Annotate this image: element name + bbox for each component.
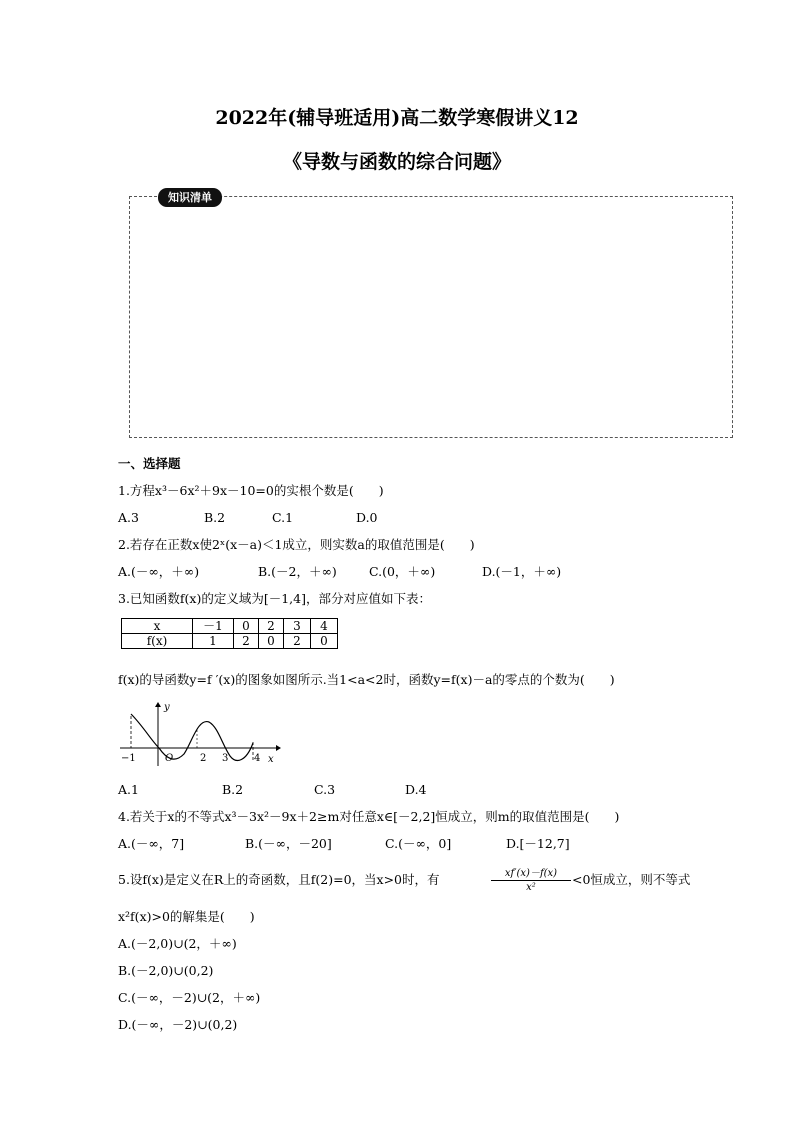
q1-option-a: A.3	[118, 510, 139, 525]
y-label: y	[164, 702, 170, 713]
q3-option-c: C.3	[314, 782, 336, 797]
q2-option-d: D.(－1，＋∞)	[482, 564, 562, 579]
table-cell: x	[122, 619, 193, 634]
q3-option-d: D.4	[405, 782, 427, 797]
q5-option-b: B.(－2,0)∪(0,2)	[118, 963, 214, 978]
knowledge-tag: 知识清单	[158, 188, 222, 207]
q4-option-d: D.[－12,7]	[506, 836, 570, 851]
q1-option-d: D.0	[356, 510, 378, 525]
table-row	[122, 634, 338, 649]
question-3-stem-2: f(x)的导函数y=f ′(x)的图象如图所示.当1<a<2时，函数y=f(x)－a的零点的个数为( )	[118, 672, 615, 687]
table-row	[122, 619, 338, 634]
q5-option-a: A.(－2,0)∪(2，＋∞)	[118, 936, 237, 951]
tick-label-4: 4	[254, 753, 261, 764]
question-5-stem-b: <0恒成立，则不等式	[572, 872, 691, 887]
q1-option-c: C.1	[272, 510, 294, 525]
table-cell: 2	[259, 619, 284, 634]
x-label: x	[268, 754, 274, 765]
knowledge-box	[129, 196, 733, 438]
page-title: 2022年(辅导班适用)高二数学寒假讲义12	[215, 107, 579, 129]
q3-option-b: B.2	[222, 782, 244, 797]
table-cell: 0	[311, 634, 338, 649]
curve	[131, 714, 253, 760]
section-heading: 一、选择题	[118, 456, 181, 471]
q2-option-c: C.(0，＋∞)	[369, 564, 436, 579]
derivative-graph	[118, 700, 283, 770]
page-subtitle: 《导数与函数的综合问题》	[282, 151, 511, 173]
table-cell: 3	[284, 619, 311, 634]
table-cell: 0	[234, 619, 259, 634]
fraction	[491, 864, 571, 893]
table-cell: 2	[284, 634, 311, 649]
fraction-numerator: xf′(x)－f(x)	[491, 864, 571, 881]
fraction-denominator: x²	[526, 882, 536, 893]
question-5-stem-a: 5.设f(x)是定义在R上的奇函数，且f(2)=0，当x>0时，有	[118, 872, 440, 887]
question-4-stem: 4.若关于x的不等式x³－3x²－9x＋2≥m对任意x∈[－2,2]恒成立，则m的取值范围是( )	[118, 809, 620, 824]
table-cell: －1	[193, 619, 234, 634]
question-1-stem: 1.方程x³－6x²＋9x－10=0的实根个数是( )	[118, 483, 384, 498]
value-table	[121, 618, 338, 649]
q3-option-a: A.1	[118, 782, 139, 797]
q1-option-b: B.2	[204, 510, 226, 525]
table-cell: 2	[234, 634, 259, 649]
tick-label-3: 3	[222, 753, 229, 764]
table-cell: f(x)	[122, 634, 193, 649]
table-cell: 1	[193, 634, 234, 649]
origin-label: O	[165, 753, 174, 764]
q2-option-a: A.(－∞，＋∞)	[118, 564, 200, 579]
q2-option-b: B.(－2，＋∞)	[258, 564, 337, 579]
question-2-stem: 2.若存在正数x使2ˣ(x－a)＜1成立，则实数a的取值范围是( )	[118, 537, 475, 552]
tick-label-neg1: −1	[121, 753, 136, 764]
table-cell: 4	[311, 619, 338, 634]
q4-option-b: B.(－∞，－20]	[245, 836, 332, 851]
x-axis-arrow	[276, 745, 281, 751]
tick-label-2: 2	[200, 753, 207, 764]
q5-option-c: C.(－∞，－2)∪(2，＋∞)	[118, 990, 261, 1005]
q4-option-c: C.(－∞，0]	[385, 836, 452, 851]
q4-option-a: A.(－∞，7]	[118, 836, 185, 851]
question-3-stem: 3.已知函数f(x)的定义域为[－1,4]，部分对应值如下表：	[118, 591, 431, 606]
question-5-stem-c: x²f(x)>0的解集是( )	[118, 909, 255, 924]
q5-option-d: D.(－∞，－2)∪(0,2)	[118, 1017, 238, 1032]
y-axis-arrow	[155, 702, 161, 707]
table-cell: 0	[259, 634, 284, 649]
